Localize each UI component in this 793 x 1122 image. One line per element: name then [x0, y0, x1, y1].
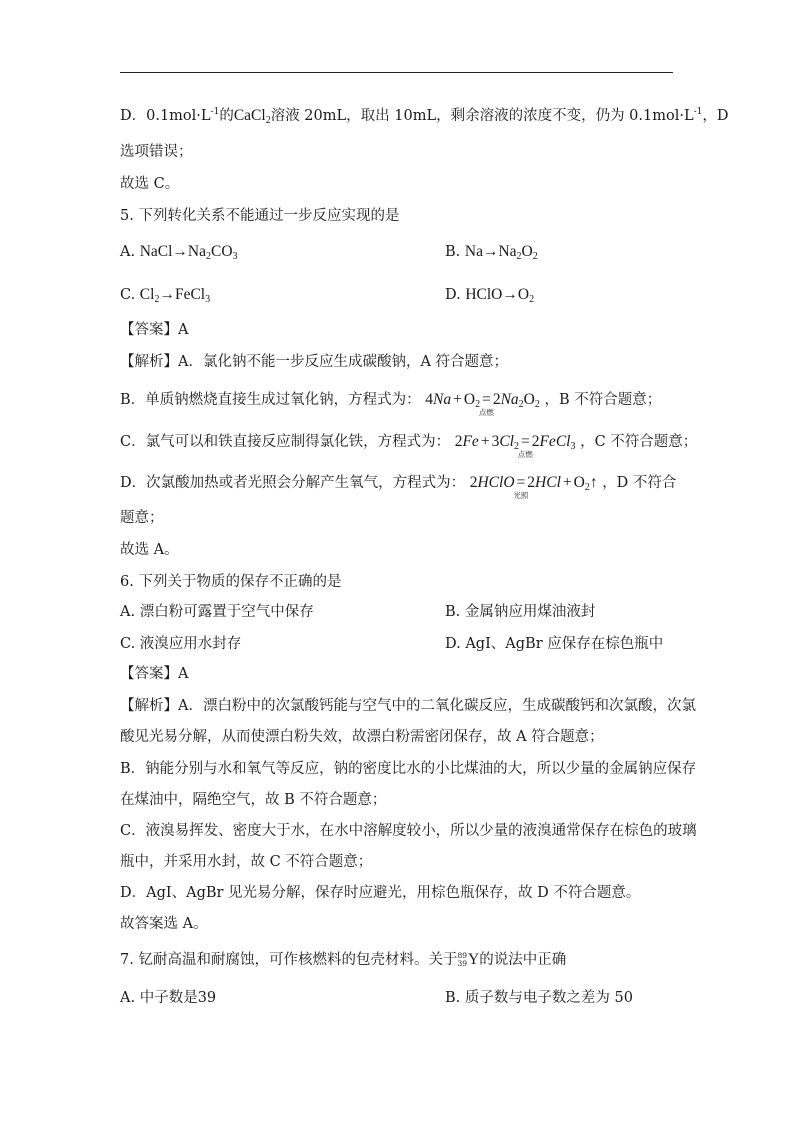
text: ，D 不符合 — [602, 475, 677, 491]
q6-analysis-b2: 在煤油中，隔绝空气，故 B 不符合题意； — [120, 792, 387, 808]
subscript: 2 — [529, 294, 535, 305]
subscript: 2 — [154, 294, 160, 305]
arrow-icon: → — [159, 286, 175, 303]
text: FeCl — [539, 433, 571, 450]
subscript: 2 — [584, 482, 590, 493]
q7-option-b: B. 质子数与电子数之差为 50 — [445, 990, 633, 1006]
q5-option-c — [120, 285, 210, 305]
q5-analysis-b — [120, 390, 662, 417]
subscript: 2 — [534, 399, 540, 410]
atomic-number: 39 — [457, 959, 467, 968]
text: ，D — [702, 108, 729, 124]
cacl2-formula — [234, 107, 271, 124]
condition-label: 点燃 — [517, 450, 533, 459]
q6-stem: 6. 下列关于物质的保存不正确的是 — [120, 574, 342, 590]
subscript: 3 — [205, 294, 211, 305]
text: C．氯气可以和铁直接反应制得氯化铁，方程式为： — [120, 434, 451, 450]
subscript: 2 — [513, 441, 519, 452]
option-label: C. — [120, 287, 136, 303]
option-c-formula — [140, 286, 210, 303]
text: Cl — [499, 433, 514, 450]
text: 3 — [491, 433, 500, 450]
nuclide-numbers — [457, 952, 467, 968]
text: Cl — [139, 286, 155, 303]
q5-stem: 5. 下列转化关系不能通过一步反应实现的是 — [120, 208, 400, 224]
q5-analysis-a: 【解析】A．氯化钠不能一步反应生成碳酸钠，A 符合题意； — [120, 354, 509, 370]
condition-label: 光照 — [513, 491, 529, 500]
q5-conclusion: 故选 A。 — [120, 542, 179, 558]
subscript: 3 — [232, 251, 238, 262]
text: FeCl — [174, 286, 206, 303]
q4-conclusion: 故选 C。 — [120, 176, 180, 192]
text: + — [453, 391, 462, 408]
q6-analysis-d: D．AgI、AgBr 见光易分解，保存时应避光，用棕色瓶保存，故 D 不符合题意。 — [120, 885, 641, 901]
q6-option-c: C. 液溴应用水封存 — [120, 636, 242, 652]
q6-option-d: D. AgI、AgBr 应保存在棕色瓶中 — [445, 636, 664, 652]
q6-analysis-c2: 瓶中，并采用水封，故 C 不符合题意； — [120, 854, 373, 870]
subscript: 2 — [206, 251, 211, 262]
header-rule — [120, 72, 673, 73]
text: O — [517, 286, 530, 303]
text: 的说法中正确 — [479, 952, 567, 968]
equation-b — [425, 391, 540, 417]
option-a-formula — [140, 243, 238, 260]
text: = — [482, 391, 491, 408]
subscript: 2 — [516, 251, 522, 262]
element-symbol: Y — [468, 951, 480, 968]
arrow-icon: → — [502, 286, 518, 303]
option-label: A. — [120, 244, 136, 260]
text: ，C 不符合题意； — [580, 434, 698, 450]
equation-c — [454, 433, 576, 459]
text: + — [480, 433, 490, 450]
option-label: B. — [445, 244, 461, 260]
condition-equals — [478, 390, 494, 417]
q5-option-a — [120, 242, 238, 262]
q5-analysis-d-line2: 题意； — [120, 510, 164, 526]
condition-equals — [517, 432, 533, 459]
text: Fe — [462, 433, 479, 450]
superscript: -1 — [210, 107, 220, 117]
text: = — [520, 433, 530, 450]
text: Na — [187, 243, 206, 260]
mass-number: 89 — [457, 951, 467, 960]
subscript: 2 — [532, 251, 538, 262]
text: CaCl — [233, 107, 266, 124]
text: D．次氯酸加热或者光照会分解产生氧气，方程式为： — [120, 475, 466, 491]
text: D．0.1mol·L — [120, 108, 211, 124]
q6-option-a: A. 漂白粉可露置于空气中保存 — [120, 604, 314, 620]
text: B．单质钠燃烧直接生成过氧化钠，方程式为： — [120, 392, 421, 408]
q6-conclusion: 故答案选 A。 — [120, 916, 208, 932]
text: 溶液 20mL，取出 10mL，剩余溶液的浓度不变，仍为 0.1mol·L — [270, 108, 694, 124]
q5-answer: 【答案】A — [120, 322, 189, 338]
subscript: 2 — [265, 115, 271, 126]
text: 2 — [492, 391, 501, 408]
q5-analysis-d — [120, 473, 677, 500]
text: CO — [211, 243, 233, 260]
arrow-icon: → — [482, 243, 499, 260]
q6-answer: 【答案】A — [120, 666, 189, 682]
text: Na — [500, 391, 519, 408]
text: NaCl — [139, 243, 173, 260]
option-label: D. — [445, 287, 461, 303]
text: HClO — [465, 286, 503, 303]
condition-equals — [513, 473, 529, 500]
text: HCl — [535, 474, 561, 491]
text: = — [516, 474, 526, 491]
q7-stem — [120, 950, 566, 970]
q6-option-b: B. 金属钠应用煤油液封 — [445, 604, 596, 620]
superscript: -1 — [693, 107, 703, 117]
text: 的 — [219, 108, 234, 124]
text: HClO — [477, 474, 515, 491]
text: O — [463, 391, 476, 408]
q5-option-b — [445, 242, 538, 262]
text: Na — [464, 243, 483, 260]
q6-analysis-b1: B．钠能分别与水和氧气等反应，钠的密度比水的小比煤油的大，所以少量的金属钠应保存 — [120, 761, 697, 777]
text: + — [562, 474, 572, 491]
up-arrow-icon: ↑ — [589, 474, 598, 491]
arrow-icon: → — [172, 243, 188, 260]
q5-option-d — [445, 285, 534, 305]
text: 2 — [527, 474, 536, 491]
q6-analysis-a2: 酸见光易分解，从而使漂白粉失效，故漂白粉需密闭保存，故 A 符合题意； — [120, 729, 604, 745]
q4-option-d-line — [120, 106, 729, 126]
text: O — [523, 391, 535, 408]
q4-option-d-line2: 选项错误； — [120, 144, 193, 160]
q5-analysis-c — [120, 432, 698, 459]
text: O — [573, 474, 585, 491]
condition-label: 点燃 — [478, 408, 494, 417]
equation-d — [469, 474, 598, 500]
text: Na — [433, 391, 452, 408]
text: 4 — [425, 391, 434, 408]
option-b-formula — [465, 243, 538, 260]
text: ，B 不符合题意； — [544, 392, 662, 408]
q6-analysis-a1: 【解析】A．漂白粉中的次氯酸钙能与空气中的二氧化碳反应，生成碳酸钙和次氯酸，次氯 — [120, 698, 696, 714]
text: 2 — [469, 474, 478, 491]
text: 2 — [531, 433, 540, 450]
text: Na — [498, 243, 517, 260]
subscript: 2 — [518, 399, 524, 410]
text: 7. 钇耐高温和耐腐蚀，可作核燃料的包壳材料。关于 — [120, 952, 458, 968]
q6-analysis-c1: C．液溴易挥发、密度大于水，在水中溶解度较小，所以少量的液溴通常保存在棕色的玻璃 — [120, 823, 697, 839]
text: 2 — [454, 433, 463, 450]
option-d-formula — [465, 286, 534, 303]
text: O — [521, 243, 533, 260]
subscript: 2 — [475, 399, 481, 410]
subscript: 3 — [570, 441, 576, 452]
q7-option-a: A. 中子数是39 — [120, 990, 217, 1006]
